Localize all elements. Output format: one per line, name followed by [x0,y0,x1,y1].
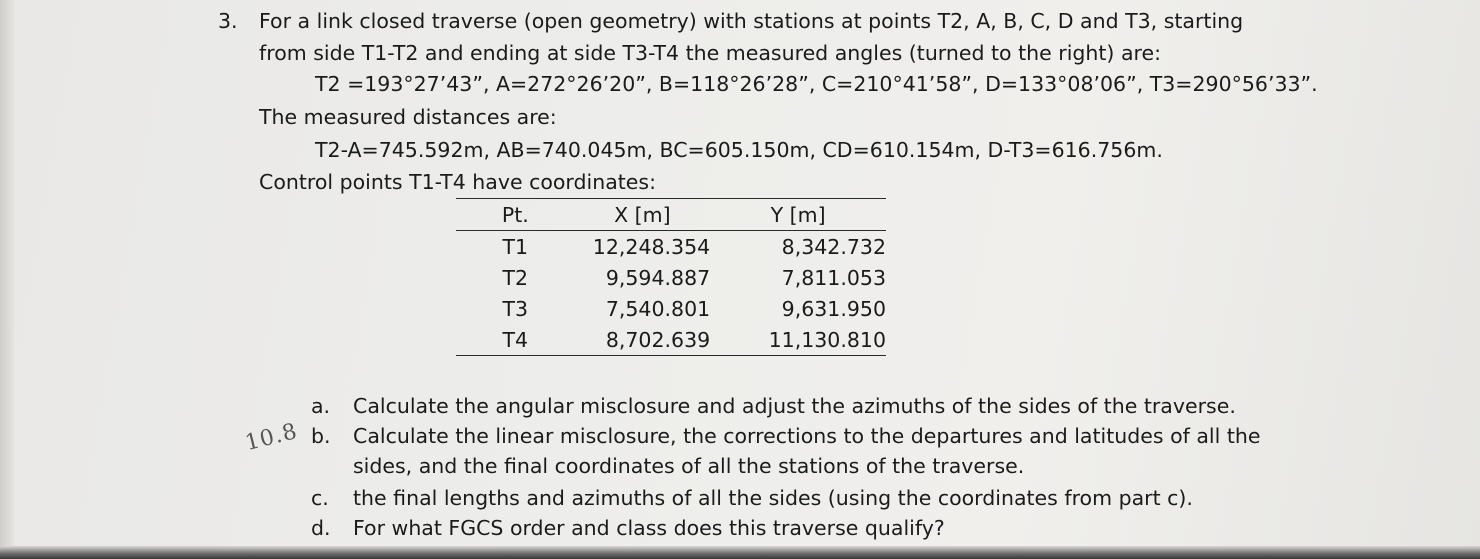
question-c-text: the final lengths and azimuths of all the sides (using the coordinates from part c). [353,486,1193,510]
question-b-letter: b. [311,424,331,448]
question-a-letter: a. [311,394,331,418]
table-row [456,262,886,293]
x-coordinate: 12,248.354 [592,234,711,259]
point-name: T4 [502,327,529,352]
header-point: Pt. [501,202,529,227]
table-row [456,231,886,263]
measured-distances: T2-A=745.592m, AB=740.045m, BC=605.150m, CD=610.154m, D-T3=616.756m. [315,138,1163,162]
y-coordinate: 9,631.950 [781,296,886,321]
question-c-letter: c. [311,486,329,510]
y-coordinate: 8,342.732 [781,234,886,259]
x-coordinate: 8,702.639 [605,327,711,352]
handwritten-note: 10.8 [242,418,301,457]
page-bottom-edge [0,546,1480,559]
problem-line-1: For a link closed traverse (open geometry) with stations at points T2, A, B, C, D and T3, starting [259,9,1244,33]
page-edge-shadow [0,0,14,559]
question-a-text: Calculate the angular misclosure and adjust the azimuths of the sides of the traverse. [353,394,1236,418]
question-b-text-2: sides, and the final coordinates of all the stations of the traverse. [353,454,1025,478]
table-row [456,293,886,324]
question-d-text: For what FGCS order and class does this traverse qualify? [353,516,945,540]
measured-angles: T2 =193°27’43”, A=272°26’20”, B=118°26’28”, C=210°41’58”, D=133°08’06”, T3=290°56’33”. [315,72,1318,96]
table-header-row [456,199,886,231]
point-name: T2 [502,265,529,290]
y-coordinate: 7,811.053 [781,265,886,290]
distances-label: The measured distances are: [259,105,557,129]
header-y: Y [m] [770,202,826,227]
table-row [456,324,886,356]
control-coordinates-table [456,198,886,356]
header-x: X [m] [614,202,671,227]
control-points-label: Control points T1-T4 have coordinates: [259,170,656,194]
question-d-letter: d. [311,516,331,540]
x-coordinate: 7,540.801 [605,296,711,321]
question-b-text-1: Calculate the linear misclosure, the corrections to the departures and latitudes of all the [353,424,1261,448]
point-name: T1 [502,234,529,259]
x-coordinate: 9,594.887 [605,265,711,290]
y-coordinate: 11,130.810 [768,327,886,352]
problem-line-2: from side T1-T2 and ending at side T3-T4 the measured angles (turned to the right) are: [259,41,1162,65]
point-name: T3 [502,296,529,321]
problem-number: 3. [218,9,238,33]
